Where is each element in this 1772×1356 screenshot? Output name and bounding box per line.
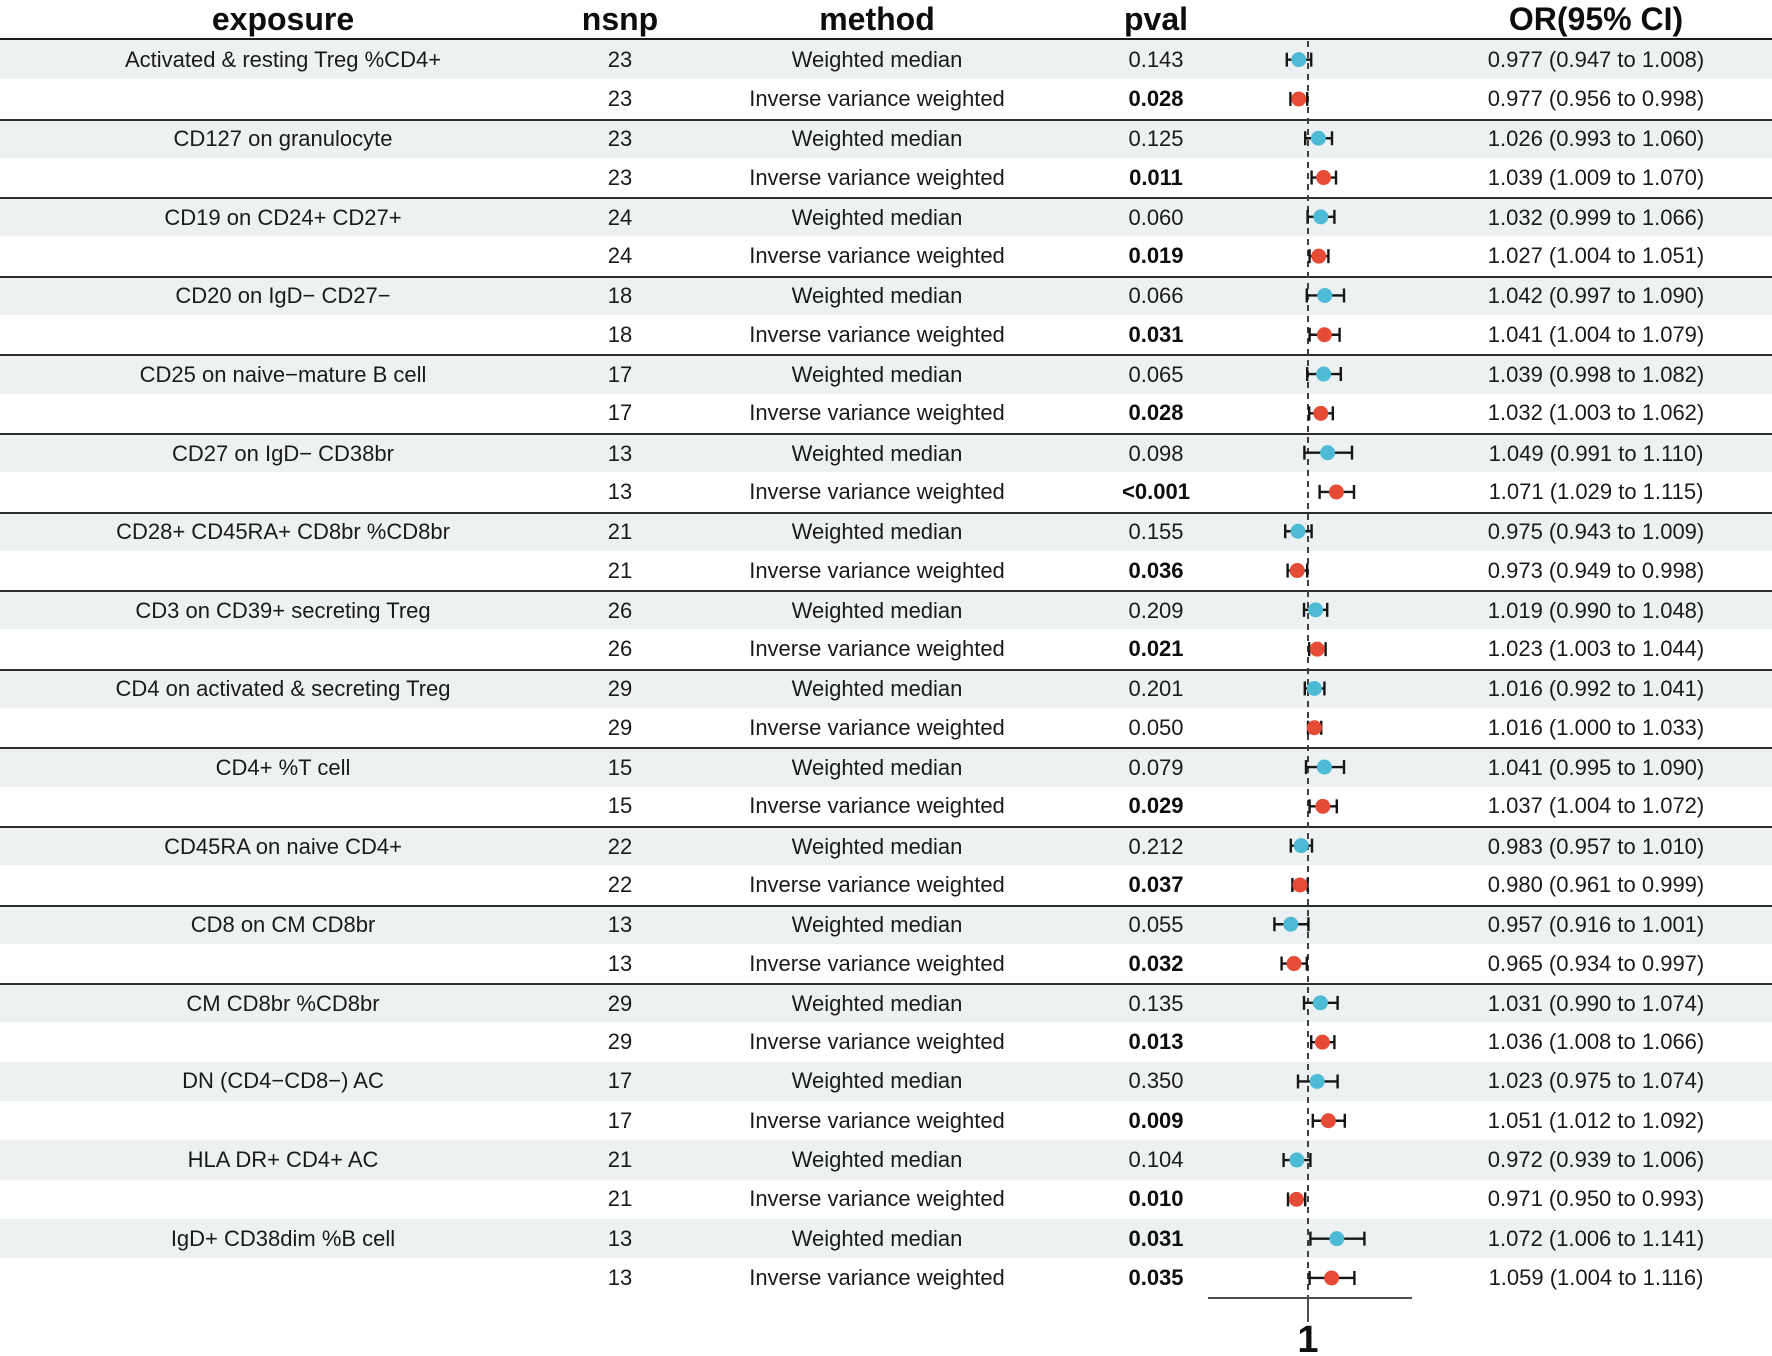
or-ci-cell: 1.051 (1.012 to 1.092) bbox=[1487, 1107, 1705, 1133]
exposure-cell: CD4+ %T cell bbox=[215, 755, 351, 781]
method-cell: Weighted median bbox=[791, 1147, 963, 1173]
nsnp-cell: 23 bbox=[607, 85, 633, 111]
exposure-cell: CD25 on naive−mature B cell bbox=[139, 362, 427, 388]
table-row bbox=[0, 79, 1772, 118]
exposure-cell: CD127 on granulocyte bbox=[173, 126, 393, 152]
pval-cell: 0.201 bbox=[1128, 676, 1184, 702]
table-row bbox=[0, 1062, 1772, 1101]
pval-cell: 0.055 bbox=[1128, 912, 1184, 938]
table-row bbox=[0, 865, 1772, 904]
nsnp-cell: 17 bbox=[607, 362, 633, 388]
or-ci-cell: 0.980 (0.961 to 0.999) bbox=[1487, 871, 1705, 897]
method-cell: Inverse variance weighted bbox=[749, 557, 1005, 583]
table-row bbox=[0, 315, 1772, 354]
or-ci-cell: 1.016 (0.992 to 1.041) bbox=[1487, 676, 1705, 702]
pval-cell: 0.028 bbox=[1128, 400, 1184, 426]
pval-cell: 0.021 bbox=[1128, 636, 1184, 662]
nsnp-cell: 29 bbox=[607, 676, 633, 702]
nsnp-cell: 18 bbox=[607, 321, 633, 347]
nsnp-cell: 13 bbox=[607, 1225, 633, 1251]
nsnp-cell: 22 bbox=[607, 871, 633, 897]
or-ci-cell: 1.026 (0.993 to 1.060) bbox=[1487, 126, 1705, 152]
method-cell: Weighted median bbox=[791, 833, 963, 859]
method-cell: Weighted median bbox=[791, 362, 963, 388]
pval-cell: 0.155 bbox=[1128, 519, 1184, 545]
column-header-nsnp: nsnp bbox=[581, 1, 659, 37]
table-row bbox=[0, 983, 1772, 1022]
nsnp-cell: 29 bbox=[607, 714, 633, 740]
or-ci-cell: 0.977 (0.956 to 0.998) bbox=[1487, 85, 1705, 111]
table-row bbox=[0, 630, 1772, 669]
or-ci-cell: 1.027 (1.004 to 1.051) bbox=[1487, 243, 1705, 269]
pval-cell: 0.013 bbox=[1128, 1029, 1184, 1055]
or-ci-cell: 1.071 (1.029 to 1.115) bbox=[1488, 478, 1704, 504]
nsnp-cell: 15 bbox=[607, 755, 633, 781]
pval-cell: 0.079 bbox=[1128, 755, 1184, 781]
pval-cell: 0.035 bbox=[1128, 1264, 1184, 1290]
table-row bbox=[0, 237, 1772, 276]
pval-cell: 0.037 bbox=[1128, 871, 1184, 897]
column-header-pval: pval bbox=[1123, 1, 1189, 37]
nsnp-cell: 24 bbox=[607, 204, 633, 230]
method-cell: Inverse variance weighted bbox=[749, 1107, 1005, 1133]
table-row bbox=[0, 276, 1772, 315]
pval-cell: 0.009 bbox=[1128, 1107, 1184, 1133]
or-ci-cell: 1.019 (0.990 to 1.048) bbox=[1487, 597, 1705, 623]
exposure-cell: CM CD8br %CD8br bbox=[186, 990, 380, 1016]
method-cell: Weighted median bbox=[791, 440, 963, 466]
table-row bbox=[0, 119, 1772, 158]
nsnp-cell: 24 bbox=[607, 243, 633, 269]
pval-cell: 0.036 bbox=[1128, 557, 1184, 583]
table-row bbox=[0, 158, 1772, 197]
table-row bbox=[0, 354, 1772, 393]
column-header-method: method bbox=[819, 1, 935, 37]
nsnp-cell: 13 bbox=[607, 950, 633, 976]
table-row bbox=[0, 472, 1772, 511]
pval-cell: 0.143 bbox=[1128, 46, 1184, 72]
nsnp-cell: 29 bbox=[607, 990, 633, 1016]
exposure-cell: CD3 on CD39+ secreting Treg bbox=[135, 597, 431, 623]
exposure-cell: CD27 on IgD− CD38br bbox=[172, 440, 394, 466]
pval-cell: 0.135 bbox=[1128, 990, 1184, 1016]
nsnp-cell: 17 bbox=[607, 1107, 633, 1133]
or-ci-cell: 1.032 (0.999 to 1.066) bbox=[1487, 204, 1705, 230]
table-row bbox=[0, 747, 1772, 786]
nsnp-cell: 18 bbox=[607, 283, 633, 309]
method-cell: Inverse variance weighted bbox=[749, 1029, 1005, 1055]
or-ci-cell: 1.041 (1.004 to 1.079) bbox=[1487, 321, 1705, 347]
method-cell: Inverse variance weighted bbox=[749, 950, 1005, 976]
pval-cell: <0.001 bbox=[1122, 478, 1190, 504]
exposure-cell: IgD+ CD38dim %B cell bbox=[170, 1225, 396, 1251]
nsnp-cell: 23 bbox=[607, 46, 633, 72]
or-ci-cell: 1.072 (1.006 to 1.141) bbox=[1487, 1225, 1705, 1251]
pval-cell: 0.028 bbox=[1128, 85, 1184, 111]
pval-cell: 0.019 bbox=[1128, 243, 1184, 269]
x-axis-tick-label: 1 bbox=[1297, 1319, 1319, 1356]
table-row bbox=[0, 708, 1772, 747]
nsnp-cell: 13 bbox=[607, 440, 633, 466]
or-ci-cell: 0.965 (0.934 to 0.997) bbox=[1487, 950, 1705, 976]
exposure-cell: HLA DR+ CD4+ AC bbox=[187, 1147, 379, 1173]
nsnp-cell: 22 bbox=[607, 833, 633, 859]
method-cell: Weighted median bbox=[791, 597, 963, 623]
or-ci-cell: 1.016 (1.000 to 1.033) bbox=[1487, 714, 1705, 740]
pval-cell: 0.104 bbox=[1128, 1147, 1184, 1173]
method-cell: Inverse variance weighted bbox=[749, 85, 1005, 111]
or-ci-cell: 0.977 (0.947 to 1.008) bbox=[1487, 46, 1705, 72]
method-cell: Inverse variance weighted bbox=[749, 478, 1005, 504]
or-ci-cell: 0.975 (0.943 to 1.009) bbox=[1487, 519, 1705, 545]
method-cell: Weighted median bbox=[791, 1225, 963, 1251]
exposure-cell: CD20 on IgD− CD27− bbox=[175, 283, 391, 309]
table-row bbox=[0, 905, 1772, 944]
table-row bbox=[0, 1023, 1772, 1062]
method-cell: Weighted median bbox=[791, 126, 963, 152]
nsnp-cell: 29 bbox=[607, 1029, 633, 1055]
method-cell: Inverse variance weighted bbox=[749, 400, 1005, 426]
method-cell: Weighted median bbox=[791, 755, 963, 781]
table-row bbox=[0, 433, 1772, 472]
nsnp-cell: 13 bbox=[607, 478, 633, 504]
pval-cell: 0.010 bbox=[1128, 1186, 1184, 1212]
pval-cell: 0.209 bbox=[1128, 597, 1184, 623]
pval-cell: 0.060 bbox=[1128, 204, 1184, 230]
or-ci-cell: 1.036 (1.008 to 1.066) bbox=[1487, 1029, 1705, 1055]
pval-cell: 0.011 bbox=[1129, 164, 1183, 190]
nsnp-cell: 26 bbox=[607, 597, 633, 623]
pval-cell: 0.350 bbox=[1128, 1068, 1184, 1094]
method-cell: Weighted median bbox=[791, 204, 963, 230]
nsnp-cell: 26 bbox=[607, 636, 633, 662]
or-ci-cell: 1.039 (1.009 to 1.070) bbox=[1487, 164, 1705, 190]
table-row bbox=[0, 944, 1772, 983]
column-header-or-ci: OR(95% CI) bbox=[1508, 1, 1684, 37]
exposure-cell: CD45RA on naive CD4+ bbox=[164, 833, 402, 859]
method-cell: Weighted median bbox=[791, 283, 963, 309]
table-row bbox=[0, 40, 1772, 79]
pval-cell: 0.066 bbox=[1128, 283, 1184, 309]
nsnp-cell: 13 bbox=[607, 912, 633, 938]
method-cell: Inverse variance weighted bbox=[749, 164, 1005, 190]
table-row bbox=[0, 551, 1772, 590]
table-row bbox=[0, 1140, 1772, 1179]
nsnp-cell: 23 bbox=[607, 164, 633, 190]
method-cell: Weighted median bbox=[791, 1068, 963, 1094]
nsnp-cell: 23 bbox=[607, 126, 633, 152]
pval-cell: 0.029 bbox=[1128, 793, 1184, 819]
or-ci-cell: 0.972 (0.939 to 1.006) bbox=[1487, 1147, 1705, 1173]
nsnp-cell: 17 bbox=[607, 400, 633, 426]
or-ci-cell: 1.032 (1.003 to 1.062) bbox=[1487, 400, 1705, 426]
pval-cell: 0.050 bbox=[1128, 714, 1184, 740]
table-row bbox=[0, 787, 1772, 826]
nsnp-cell: 21 bbox=[607, 557, 633, 583]
or-ci-cell: 0.957 (0.916 to 1.001) bbox=[1487, 912, 1705, 938]
table-row bbox=[0, 1101, 1772, 1140]
method-cell: Weighted median bbox=[791, 676, 963, 702]
nsnp-cell: 17 bbox=[607, 1068, 633, 1094]
table-row bbox=[0, 1258, 1772, 1297]
pval-cell: 0.031 bbox=[1128, 1225, 1184, 1251]
pval-cell: 0.031 bbox=[1128, 321, 1184, 347]
exposure-cell: CD8 on CM CD8br bbox=[190, 912, 376, 938]
nsnp-cell: 15 bbox=[607, 793, 633, 819]
exposure-cell: DN (CD4−CD8−) AC bbox=[182, 1068, 384, 1094]
or-ci-cell: 1.023 (0.975 to 1.074) bbox=[1487, 1068, 1705, 1094]
or-ci-cell: 1.039 (0.998 to 1.082) bbox=[1487, 362, 1705, 388]
pval-cell: 0.125 bbox=[1128, 126, 1184, 152]
or-ci-cell: 1.041 (0.995 to 1.090) bbox=[1487, 755, 1705, 781]
method-cell: Inverse variance weighted bbox=[749, 321, 1005, 347]
table-row bbox=[0, 1219, 1772, 1258]
pval-cell: 0.098 bbox=[1128, 440, 1184, 466]
exposure-cell: Activated & resting Treg %CD4+ bbox=[124, 46, 442, 72]
or-ci-cell: 1.023 (1.003 to 1.044) bbox=[1487, 636, 1705, 662]
or-ci-cell: 1.037 (1.004 to 1.072) bbox=[1487, 793, 1705, 819]
or-ci-cell: 1.031 (0.990 to 1.074) bbox=[1487, 990, 1705, 1016]
table-row bbox=[0, 669, 1772, 708]
pval-cell: 0.065 bbox=[1128, 362, 1184, 388]
pval-cell: 0.032 bbox=[1128, 950, 1184, 976]
method-cell: Inverse variance weighted bbox=[749, 243, 1005, 269]
nsnp-cell: 13 bbox=[607, 1264, 633, 1290]
or-ci-cell: 1.049 (0.991 to 1.110) bbox=[1488, 440, 1704, 466]
table-row bbox=[0, 394, 1772, 433]
exposure-cell: CD28+ CD45RA+ CD8br %CD8br bbox=[116, 519, 450, 545]
method-cell: Weighted median bbox=[791, 990, 963, 1016]
nsnp-cell: 21 bbox=[607, 1147, 633, 1173]
table-row bbox=[0, 826, 1772, 865]
or-ci-cell: 0.971 (0.950 to 0.993) bbox=[1487, 1186, 1705, 1212]
or-ci-cell: 1.059 (1.004 to 1.116) bbox=[1488, 1264, 1704, 1290]
column-header-exposure: exposure bbox=[211, 1, 355, 37]
or-ci-cell: 1.042 (0.997 to 1.090) bbox=[1487, 283, 1705, 309]
table-row bbox=[0, 197, 1772, 236]
method-cell: Weighted median bbox=[791, 519, 963, 545]
table-row bbox=[0, 1180, 1772, 1219]
or-ci-cell: 0.983 (0.957 to 1.010) bbox=[1487, 833, 1705, 859]
or-ci-cell: 0.973 (0.949 to 0.998) bbox=[1487, 557, 1705, 583]
exposure-cell: CD4 on activated & secreting Treg bbox=[115, 676, 451, 702]
pval-cell: 0.212 bbox=[1128, 833, 1184, 859]
table-row bbox=[0, 512, 1772, 551]
method-cell: Inverse variance weighted bbox=[749, 1264, 1005, 1290]
method-cell: Inverse variance weighted bbox=[749, 1186, 1005, 1212]
method-cell: Weighted median bbox=[791, 46, 963, 72]
method-cell: Inverse variance weighted bbox=[749, 871, 1005, 897]
nsnp-cell: 21 bbox=[607, 519, 633, 545]
method-cell: Weighted median bbox=[791, 912, 963, 938]
table-row bbox=[0, 590, 1772, 629]
nsnp-cell: 21 bbox=[607, 1186, 633, 1212]
method-cell: Inverse variance weighted bbox=[749, 714, 1005, 740]
exposure-cell: CD19 on CD24+ CD27+ bbox=[164, 204, 402, 230]
method-cell: Inverse variance weighted bbox=[749, 636, 1005, 662]
method-cell: Inverse variance weighted bbox=[749, 793, 1005, 819]
